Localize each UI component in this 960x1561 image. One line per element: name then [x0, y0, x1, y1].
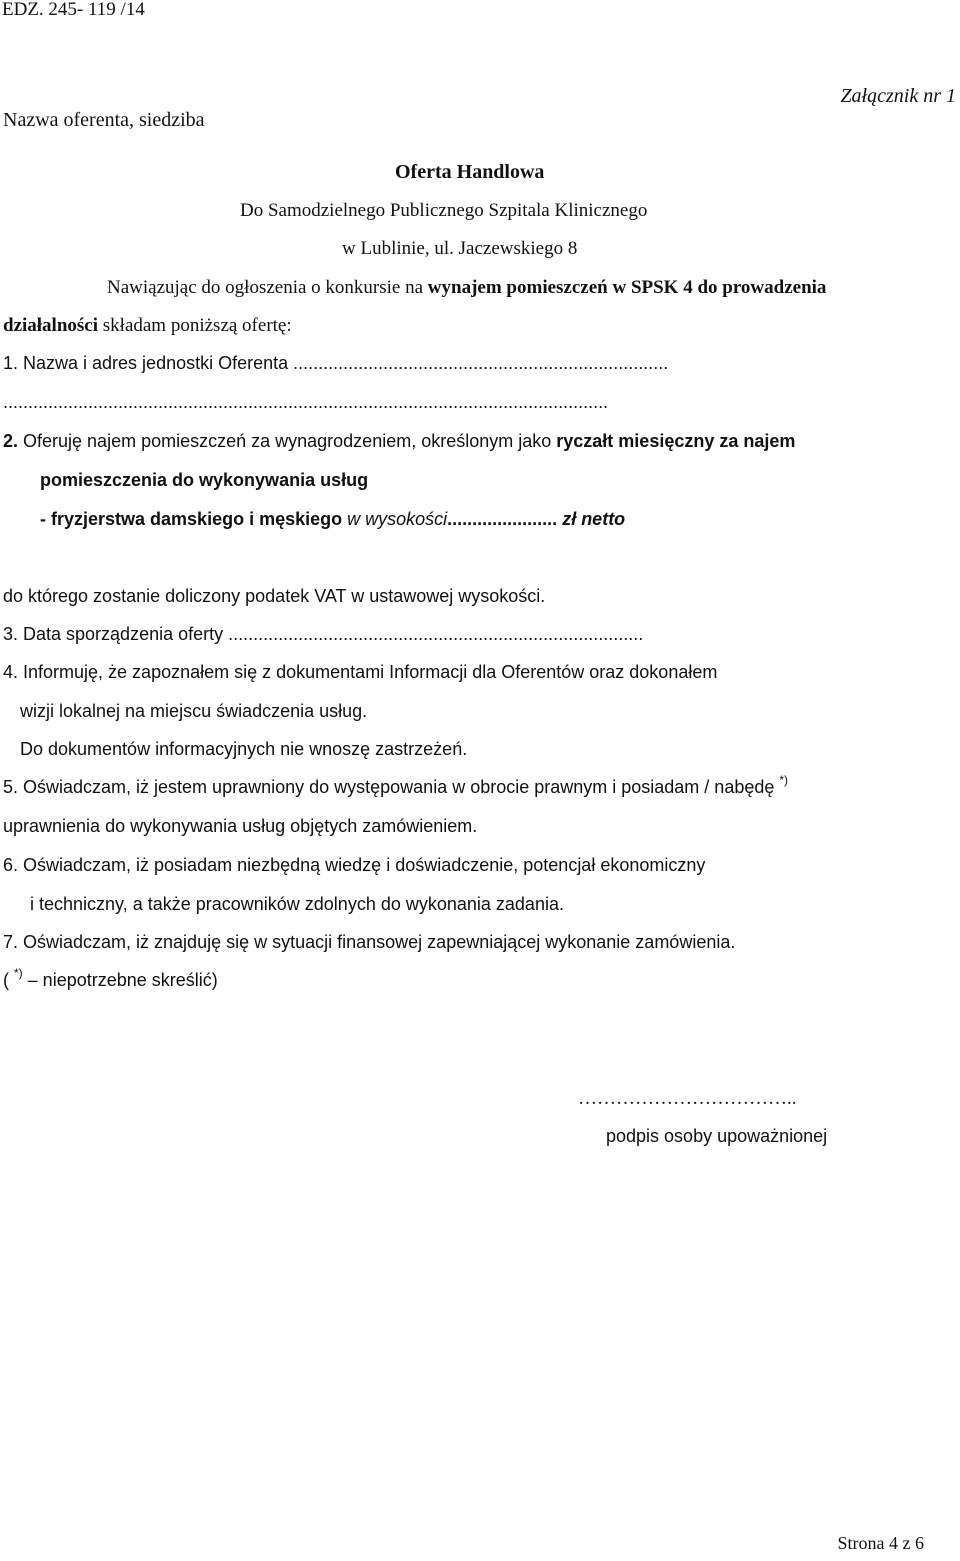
footnote-text: – niepotrzebne skreślić) — [22, 970, 218, 990]
intro-line-2 — [3, 315, 292, 338]
item-2-line-2: pomieszczenia do wykonywania usług — [40, 470, 369, 490]
item-4-line-2: wizji lokalnej na miejscu świadczenia usług. — [20, 701, 368, 721]
item-3: 3. Data sporządzenia oferty ................................................................................... — [3, 624, 644, 644]
reference-number: EDZ. 245- 119 /14 — [2, 0, 145, 20]
item-5-line-2: uprawnienia do wykonywania usług objętych zamówieniem. — [3, 816, 478, 836]
signature-label: podpis osoby upoważnionej — [606, 1126, 828, 1146]
intro-bold-2: działalności — [3, 315, 99, 336]
item-2-text: Oferuję najem pomieszczeń za wynagrodzeniem, określonym jako — [18, 431, 557, 451]
service-type: - fryzjerstwa damskiego i męskiego — [40, 509, 348, 529]
item-1: 1. Nazwa i adres jednostki Oferenta ........................................................................... — [3, 353, 669, 373]
item-6-line-1: 6. Oświadczam, iż posiadam niezbędną wiedzę i doświadczenie, potencjał ekonomiczny — [3, 855, 706, 875]
item-4-line-1: 4. Informuję, że zapoznałem się z dokumentami Informacji dla Oferentów oraz dokonałem — [3, 662, 718, 682]
addressee-line-2: w Lublinie, ul. Jaczewskiego 8 — [342, 238, 578, 259]
intro-bold: wynajem pomieszczeń w SPSK 4 do prowadzenia — [427, 277, 827, 298]
item-1-continuation: ......................................................................................................................... — [3, 392, 609, 412]
item-4-line-3: Do dokumentów informacyjnych nie wnoszę zastrzeżeń. — [20, 739, 468, 759]
item-5-text: 5. Oświadczam, iż jestem uprawniony do występowania w obrocie prawnym i posiadam / nabędę — [3, 777, 780, 797]
item-2-number: 2. — [3, 431, 19, 451]
item-2-bold: ryczałt miesięczny za najem — [556, 431, 796, 451]
signature-line: …………………………….. — [578, 1088, 797, 1109]
bidder-name-label: Nazwa oferenta, siedziba — [3, 109, 205, 131]
item-6-line-2: i techniczny, a także pracowników zdolnych do wykonania zadania. — [30, 894, 564, 914]
amount-field: ...................... — [447, 509, 558, 529]
intro-text: Nawiązując do ogłoszenia o konkursie na — [107, 277, 428, 298]
item-5-line-1 — [3, 773, 789, 799]
offer-title: Oferta Handlowa — [395, 161, 545, 183]
page-number: Strona 4 z 6 — [837, 1533, 924, 1553]
vat-line: do którego zostanie doliczony podatek VAT w ustawowej wysokości. — [3, 586, 546, 606]
footnote-open: ( — [3, 970, 14, 990]
amount-label: w wysokości — [347, 509, 448, 529]
intro-text-2: składam poniższą ofertę: — [98, 315, 292, 336]
addressee-line-1: Do Samodzielnego Publicznego Szpitala Klinicznego — [240, 200, 648, 221]
item-2-line-3 — [40, 509, 625, 531]
item-2-line-1 — [3, 431, 795, 453]
currency-label: zł netto — [557, 509, 626, 529]
footnote-marker: *) — [779, 773, 789, 787]
attachment-label: Załącznik nr 1 — [840, 85, 956, 107]
footnote-marker-2: *) — [14, 966, 23, 980]
item-7: 7. Oświadczam, iż znajduję się w sytuacji finansowej zapewniającej wykonanie zamówienia. — [3, 932, 736, 952]
footnote — [3, 966, 218, 992]
intro-line-1 — [107, 277, 826, 300]
